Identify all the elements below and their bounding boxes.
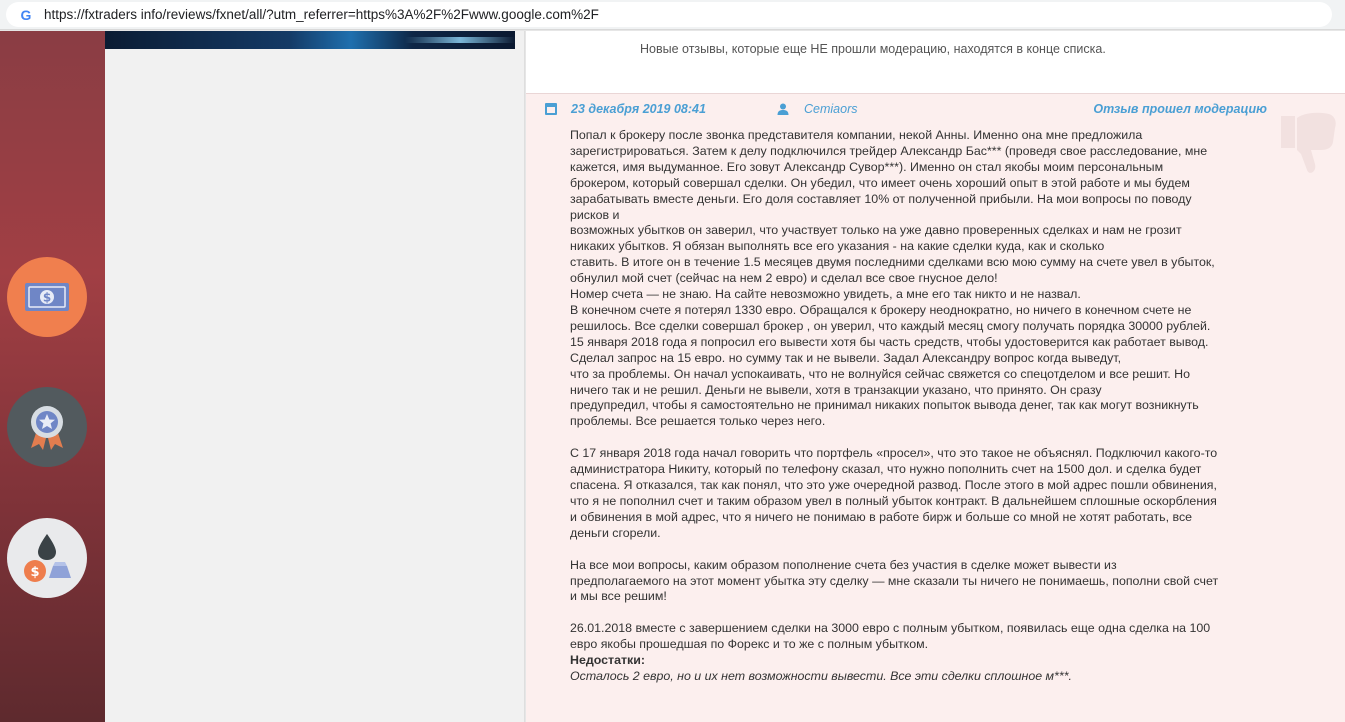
paragraph-gap: [570, 542, 1270, 558]
review-line: деньги сгорели.: [570, 525, 661, 540]
review-line: и мы все решим!: [570, 589, 667, 604]
review-line: проблемы. Все решается только через него.: [570, 414, 826, 429]
url-box[interactable]: [6, 2, 1332, 27]
review-line: Попал к брокеру после звонка представителя компании, некой Анны. Именно она мне предложила: [570, 128, 1143, 142]
review-paragraph: [570, 446, 1270, 541]
cons-title: Недостатки:: [570, 653, 645, 668]
calendar-icon: [545, 103, 557, 115]
review-line: кажется, имя выдуманное. Его зовут Александр Сувор***). Именно он стал якобы моим персональным: [570, 159, 1164, 174]
cons-text: Осталось 2 евро, но и их нет возможности вывести. Все эти сделки сплошное м***.: [570, 669, 1072, 684]
svg-text:$: $: [42, 290, 52, 305]
review-line: В конечном счете я потерял 1330 евро. Обращался к брокеру неоднократно, но ничего в конечном счете не: [570, 302, 1192, 317]
review-line: зарабатывать вместе деньги. Его доля составляет 10% от полученной прибыли. На мои вопросы по поводу: [570, 191, 1192, 206]
review-line: 15 января 2018 года я попросил его вывести хотя бы часть средств, чтобы удостоверится как работает вывод.: [570, 334, 1209, 349]
review-line: администратора Никиту, который по телефону сказал, что нужно пополнить счет на 1500 дол. и сделка будет: [570, 462, 1202, 477]
review-line: ставить. В итоге он в течение 1.5 месяцев двумя последними сделками всю мою сумму на счете увел в убыток,: [570, 255, 1215, 270]
review-line: возможных убытков он заверил, что участвует только на уже давно проверенных сделках и нам не грозит: [570, 223, 1182, 238]
banner-image: [105, 31, 515, 49]
moderation-status: Отзыв прошел модерацию: [1093, 102, 1267, 116]
review-line: 26.01.2018 вместе с завершением сделки на 3000 евро с полным убытком, появилась еще одна сделка на 100: [570, 621, 1211, 636]
oil-dollar-gold-icon[interactable]: [7, 518, 87, 598]
review-author[interactable]: Cemiaors: [804, 102, 858, 116]
review-date: 23 декабря 2019 08:41: [571, 102, 706, 116]
browser-address-bar: [0, 0, 1345, 30]
review-line: что за проблемы. Он начал успокаивать, что не волнуйся сейчас свяжется со спецотделом и все решит. Но: [570, 366, 1190, 381]
paragraph-gap: [570, 605, 1270, 621]
review-line: На все мои вопросы, каким образом пополнение счета без участия в сделке может вывести из: [570, 557, 1117, 572]
review-paragraph: [570, 128, 1270, 430]
svg-text:$: $: [30, 565, 40, 580]
left-sidebar: [0, 31, 105, 722]
review-line: предупредил, чтобы я самостоятельно не принимал никаких попыток вывода денег, так как могут возникнуть: [570, 398, 1199, 413]
review-card: [526, 93, 1345, 722]
review-line: спасена. Я отказался, так как понял, что это уже очередной развод. После этого в мой адрес пошли обвинения,: [570, 478, 1217, 493]
review-line: брокером, который совершал сделки. Он убедил, что имеет очень хороший опыт в этой работе и мы будем: [570, 175, 1190, 190]
review-paragraph: [570, 621, 1270, 653]
money-bill-icon[interactable]: [7, 257, 87, 337]
review-line: рисков и: [570, 207, 620, 222]
review-line: что я не пополнил счет и таким образом увел в полный убыток контракт. В дальнейшем сплошные оскорбления: [570, 493, 1217, 508]
review-line: С 17 января 2018 года начал говорить что портфель «просел», что это такое не объяснял. Подключил какого-то: [570, 446, 1218, 461]
google-favicon-icon: G: [20, 6, 32, 23]
review-line: зарегистрироваться. Затем к делу подключился трейдер Александр Бас*** (проведя свое расследование, мне: [570, 143, 1208, 158]
review-line: Сделал запрос на 15 евро. но сумму так и не вывели. Задал Александру вопрос когда выведут,: [570, 350, 1122, 365]
url-text[interactable]: https://fxtraders info/reviews/fxnet/all/?utm_referrer=https%3A%2F%2Fwww.google.com%2F: [44, 7, 599, 22]
left-content-column: [105, 31, 525, 722]
award-medal-icon[interactable]: [7, 387, 87, 467]
review-line: решилось. Все сделки совершал брокер , он уверил, что каждый месяц смогу получать порядка 30000 рублей.: [570, 318, 1211, 333]
review-paragraph: [570, 558, 1270, 606]
review-line: и обвинения в мой адрес, что я ничего не понимаю в работе бирж и больше со мной не хотят работать, все: [570, 509, 1193, 524]
review-line: никаких убытков. Я обязан выполнять все его указания - на какие сделки куда, как и сколько: [570, 239, 1105, 254]
review-line: обнулил мой счет (сейчас на нем 2 евро) и сделал все свое гнусное дело!: [570, 271, 998, 286]
thumbs-down-icon: [1277, 108, 1339, 178]
user-icon: [777, 103, 789, 115]
moderation-notice: Новые отзывы, которые еще НЕ прошли модерацию, находятся в конце списка.: [640, 42, 1106, 56]
main-content: [526, 31, 1345, 722]
review-line: предполагаемого на этот момент убытка эту сделку — мне сказали ты ничего не понимаешь, пополни свой счет: [570, 573, 1219, 588]
review-line: евро якобы прошедшая по Форекс и то же с полным убытком.: [570, 637, 929, 652]
paragraph-gap: [570, 430, 1270, 446]
review-body: [570, 128, 1270, 685]
review-line: Номер счета — не знаю. На сайте невозможно увидеть, а мне его так никто и не назвал.: [570, 287, 1081, 302]
review-line: ничего так и не решил. Деньги не вывели, хотя в транзакции указано, что принято. Он сразу: [570, 382, 1102, 397]
